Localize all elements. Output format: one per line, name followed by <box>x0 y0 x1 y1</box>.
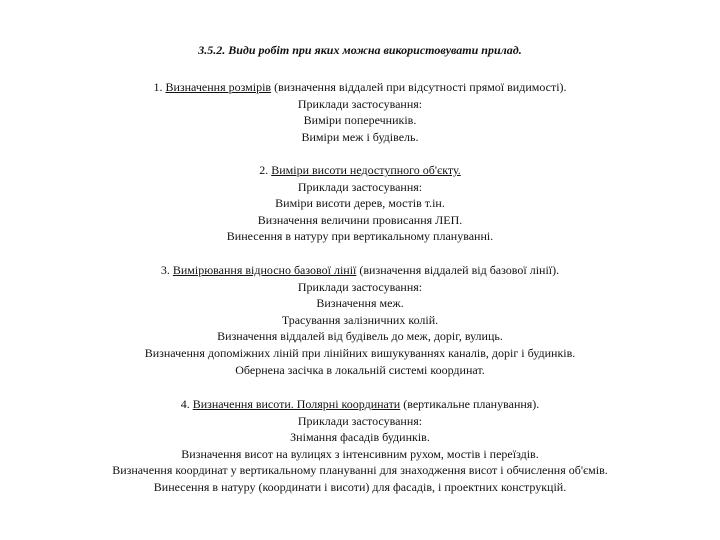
section-heading-underlined: Вимірювання відносно базової лінії <box>172 263 357 277</box>
example-item: Обернена засічка в локальній системі координат. <box>235 362 485 377</box>
example-item: Визначення висот на вулицях з інтенсивним рухом, мостів і переїздів. <box>181 446 539 461</box>
example-item: Визначення допоміжних ліній при лінійних вишукуваннях каналів, доріг і будинків. <box>144 345 576 360</box>
example-item: Виміри висоти дерев, мостів т.ін. <box>275 196 445 211</box>
section-heading-rest: (вертикальне планування). <box>403 397 540 411</box>
section-heading-underlined: Визначення висоти. Полярні координати <box>192 397 401 411</box>
section-heading <box>0 262 720 279</box>
section-title: 3.5.2. Види робіт при яких можна використовувати прилад. <box>198 43 522 57</box>
work-type-section-2 <box>0 162 720 245</box>
section-number: 1. <box>153 80 163 94</box>
example-item: Виміри меж і будівель. <box>301 129 419 144</box>
section-heading-rest: (визначення віддалей при відсутності прямої видимості). <box>274 80 567 94</box>
section-heading-rest: (визначення віддалей від базової лінії). <box>359 263 560 277</box>
examples-label: Приклади застосування: <box>297 179 423 194</box>
work-type-section-3 <box>0 262 720 378</box>
example-item: Визначення координат у вертикальному плануванні для знаходження висот і обчислення об'ємів. <box>112 463 608 478</box>
example-item: Визначення меж. <box>316 296 404 311</box>
section-heading <box>0 162 720 179</box>
example-item: Винесення в натуру при вертикальному плануванні. <box>226 229 494 244</box>
examples-label: Приклади застосування: <box>297 96 423 111</box>
example-item: Трасування залізничних колій. <box>281 312 439 327</box>
section-heading <box>0 79 720 96</box>
examples-label: Приклади застосування: <box>297 279 423 294</box>
section-heading-underlined: Визначення розмірів <box>165 80 272 94</box>
example-item: Виміри поперечників. <box>303 113 417 128</box>
section-number: 3. <box>160 263 170 277</box>
section-number: 2. <box>259 163 269 177</box>
section-heading-underlined: Виміри висоти недоступного об'єкту. <box>271 163 461 177</box>
section-heading <box>0 396 720 413</box>
section-number: 4. <box>180 397 190 411</box>
example-item: Знімання фасадів будинків. <box>290 430 430 445</box>
work-type-section-1 <box>0 79 720 145</box>
example-item: Винесення в натуру (координати і висоти) для фасадів, і проектних конструкцій. <box>153 479 567 494</box>
example-item: Визначення величини провисання ЛЕП. <box>257 212 463 227</box>
examples-label: Приклади застосування: <box>297 413 423 428</box>
example-item: Визначення віддалей від будівель до меж, доріг, вулиць. <box>217 329 503 344</box>
work-type-section-4 <box>0 396 720 496</box>
